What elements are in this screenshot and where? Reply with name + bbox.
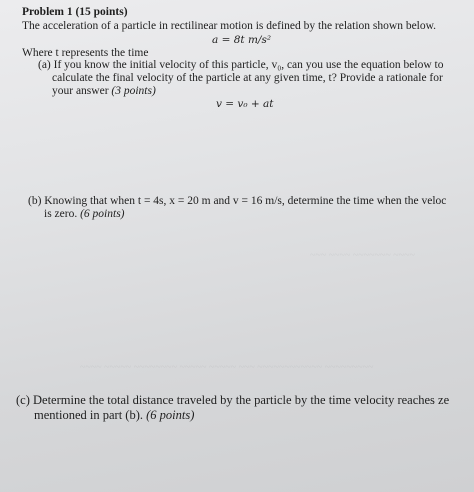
problem-intro: The acceleration of a particle in rectilinear motion is defined by the relation shown below. xyxy=(22,20,437,32)
part-c-line-1: (c) Determine the total distance traveled by the particle by the time velocity reaches ze xyxy=(16,393,450,407)
velocity-equation: v = v₀ + at xyxy=(216,98,274,110)
part-c-line-2 xyxy=(34,409,194,422)
part-b-line-2 xyxy=(44,208,125,221)
part-a-points: (3 points) xyxy=(111,85,156,97)
time-definition: Where t represents the time xyxy=(22,47,149,59)
part-a-line-3 xyxy=(52,85,156,98)
bleed-through-text: ~~~~ ~~~~~ ~~~~~~~~ ~~~~~ ~~~~~ ~~~ ~~~~~~~~~~~~ ~~~~~~~~~ xyxy=(80,362,374,373)
part-c-line-2-text: mentioned in part (b). xyxy=(34,408,147,422)
part-a-line-1: (a) If you know the initial velocity of this particle, v₀, can you use the equation below to xyxy=(38,59,444,71)
bleed-through-text: ~~~ ~~~~ ~~~~~~~ ~~~~ xyxy=(310,250,415,261)
part-b-line-2-text: is zero. xyxy=(44,208,81,220)
part-a-line-3-text: your answer xyxy=(52,85,112,97)
part-a-line-2: calculate the final velocity of the particle at any given time, t? Provide a rationale for xyxy=(52,72,443,84)
part-b-points: (6 points) xyxy=(80,208,125,220)
part-c-points: (6 points) xyxy=(146,408,195,422)
acceleration-equation: a = 8t m/s² xyxy=(212,34,272,46)
part-b-line-1: (b) Knowing that when t = 4s, x = 20 m and v = 16 m/s, determine the time when the veloc xyxy=(28,195,447,207)
problem-title: Problem 1 (15 points) xyxy=(22,6,128,18)
